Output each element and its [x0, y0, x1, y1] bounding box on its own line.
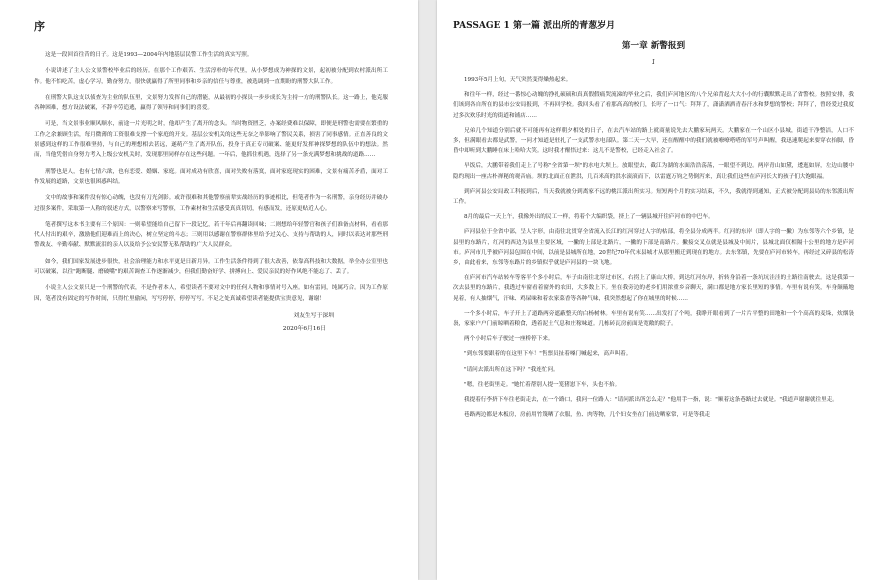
- paragraph: 我提着行李挤下车往老街走去，在一个路口，我问一位路人："请问派出所怎么走？"他用手一指，说："顺着这条巷路过去就是。"我道声谢谢就往里走。: [464, 397, 838, 404]
- paragraph: "嗯，往老街里走。"她忙着帮别人提一笼猪崽下车，头也不抬。: [464, 381, 621, 388]
- author-signature: 刘友生写于深圳: [293, 312, 334, 319]
- page-title: 序: [34, 20, 45, 33]
- paragraph: "到东邻要跟着的在这里下车！"售票员扯着嗓门喊起来，高声叫着。: [464, 351, 632, 358]
- paragraph: "请问去派出所在这下吗？"我连忙问。: [464, 366, 559, 373]
- left-page: [0, 0, 418, 580]
- paragraph: 8月的最后一天上午，我像外出的民工一样，将着个大编织袋，挤上了一辆县城开往庐河市的中巴车。: [464, 214, 714, 221]
- paragraph: 小说讲述了主人公文景警校毕业后的经历。在那个工作艰苦、生活淳朴的年代里，从小梦想成为神探的文景，起初被分配到农村派出所工作。他不怕吃苦，虚心学习，勤奋努力，很快就赢得了所里同事和乡亲的信任与尊重，被选调到一直期盼的刑警大队工作。: [34, 68, 388, 85]
- paragraph: 早饭后，大鹏带着我们走上了号称"全省第一坝"的水电大坝上。放眼望去，截江为湖的水面浩浩荡荡，一眼望不到边。两岸青山如黛，逶迤如屏，左边山腰中隐约现出一座古朴禅秘的观音庙。坝的北面正在泄洪，几百米高的洪水滚滚而下，以雷霆万钧之势倒泻来，真让我们这些在庐河长大的孩子们大饱眼福。: [453, 163, 854, 180]
- paragraph: 到庐河县公安局政工科报到后，当天我就被分到离家不远的桃江派出所实习。短短两个月的实习结束，不久，我就得到通知，正式被分配到县局的东邻派出所工作。: [453, 188, 854, 206]
- paragraph: 如今，我们国家发展进步很快，社会治理能力和水平更是日新月异。工作生活条件得到了很大改善，依靠高科技和大数据，举全办公室里也可以破案，以往"跑断腿、磨破嘴"的艰苦调查工作逐渐减少，但我们勤奋好学、拼搏向上、爱民亲民的好作风绝不能忘了、丢了。: [34, 258, 388, 276]
- paragraph: 刑警也是人，也有七情六欲，也有恋爱、婚姻、家庭。面对成功有欣喜，面对失败有落寞，面对家庭现实的困难，文景有痛苦矛盾，面对工作发展的道路，文景也很困惑纠结。: [34, 168, 388, 185]
- paragraph: 在刑警大队这支以侦查为主业的队伍里，文景努力发挥自己的潜能，从最初的小探员一步步成长为主持一方的刑警队长。这一路上，他克服各种困难，想方设法破案，不辞辛劳追逃，赢得了领导和同事们的喜爱。: [34, 94, 388, 112]
- paragraph: 小说主人公文景只是一个刑警的代表，不是作者本人，希望读者不要对文中的任何人物和事情对号入座。如有雷同，纯属巧合。因为工作原因，笔者没有固定的写作时间，只得忙里偷闲，写写停停，停停写写。不足之处真诚希望读者能提供宝贵意见，谢谢！: [34, 285, 388, 302]
- paragraph: 巷路两边都是木板房，房前用竹篾晒了衣服，鱼、肉等物，几个妇女坐在门前边晒家常，可是等我走: [464, 412, 711, 419]
- paragraph: 两个小时后车子驶过一座桥停下来。: [464, 336, 554, 343]
- paragraph: 一个多小时后，车子开上了道路两旁遮蔽整天的白杨树林。车里有说有笑……出发打了个吨，我睁开眼看到了一片片平整的田地和一个个高高的麦垛，炊烟袅袅，家家户户门前晾晒着粮食，透着泥土气息和庄稼味道。几栋砖瓦房前面是宽敞的院子。: [453, 310, 854, 328]
- paragraph: 这是一段回首往昔的日子。这是1993—2004年内地基层民警工作生活的真实写照。: [45, 52, 253, 58]
- paragraph: 笔者撰写这本书主要有三个原因：一则希望能给自己留下一段记忆，若干年后再翻读回味；二则想给年轻警官和孩子们准备点材料，看看那代人付出的艰辛，激励他们迎难而上的决心，树立坚定的斗志；三则用以感谢在警察群体里给予过关心、支持与帮助的人，同时以表达对那些刑警战友、辛勤奉献、默默流泪的亲人以及给予公安民警无私帮助的广大人民群众。: [34, 221, 388, 249]
- right-page: [437, 0, 870, 580]
- paragraph: 文中的故事和案件没有惊心动魄，也没有刀光剑影。或许很难和其他警察前辈实战经历的事迹相比，但笔者作为一名刑警，亲身经历并破办过很多案件，采取第一人称的叙述方式，以警察来写警察，工作素材和生活感受真真切切，有感而发，还原更贴近人心。: [34, 195, 388, 212]
- paragraph: 在庐河市汽车站转车等客半个多小时后，车子由南往北穿过市区，右拐上了康山大桥，到达红河东岸，折转身沿着一条坑坑洼洼的土路往南驶去。这是我第一次去县里的东路片，我透过车窗看着窗外的农田，大多数上下。坐在我旁边的老乡们用浓重乡音聊天，满口都是地方家长里短的事情。车里有说有笑，车身颠簸地晃着，有人抽烟气，汗味、鸡屎味和着农家菜香等各种气味，我突然想起了你在城里的时候……: [453, 275, 854, 302]
- passage-title: PASSAGE 1 第一篇 派出所的青葱岁月: [453, 21, 616, 31]
- signature-date: 2020年6月16日: [282, 325, 326, 332]
- paragraph: 1993年5月上旬，天气突然变得燥热起来。: [464, 77, 572, 83]
- paragraph: 庐河县位于全省中部，呈人字形，由南往北贯穿全省流入长江的红河穿过人字的枯部，将全县分成两半。红河的东岸（即人字的一撇）为东邻等六个乡镇，是县里的东路片，红河的西边为县里主要区域，一撇的上部是北路片，一撇的下部是南路片。撇接交叉点就是县城及中间片，县城北面仅相隔十公里的地方是庐河市。庐河市几乎被庐河县包围在中间，以前是县城所在地，20世纪70年代末县城才从那里搬迁到现在的地方。去东邻镇，先要在庐河市转车，再经过又碎县的松涛乡，由此看来，东邻等东路片的乡镇似乎就是庐河县的一块飞地。: [453, 229, 854, 267]
- chapter-title: 第一章 新警报到: [621, 41, 686, 51]
- paragraph: 可是，当文景事业顺风顺水，前途一片光明之时，他却产生了离开的念头。当时物资匮乏，办案经费难以保障，即便是刑警也需要在繁重的工作之余兼顾生活，每月微薄的工资很难支撑一个家庭的开支。基层公安机关的这些无奈之举影响了警民关系，损害了同事感情。正直善良的文景感到这样的工作很难坚持，与自己的理想相去甚远，遂萌产生了离开队伍，投身于真正专司破案、能更好发挥神探梦想的队伍中的想法。然而，当他凭借自身努力考入上级公安机关时，发现那里同样存在这些问题。一年后，他抓住机遇，选择了另一条充满梦想和挑战的道路……: [34, 121, 388, 159]
- section-number: 1: [651, 59, 656, 66]
- paragraph: 和往年一样，经过一番惊心动魄的挣扎硕硕和真真假假痛哭流涕的毕业之后，我们庐河地区的八个兄弟背起大大小小的行囊默默走出了省警校。按照安排，我们该到各自所在的县市公安局报到，不再回学校。我回头看了看那高高的校门，长吁了一口气：拜拜了，潇潇洒洒青春汗水和梦想的警校；拜拜了，曾经爱过我度过多次欢乐时光的街道和铺店……: [453, 92, 854, 119]
- paragraph: 兄弟几个知道分别后就不可能再有这样朝夕相处的日子，在去汽车站的路上就商量说先去大鹏家玩两天。大鹏家在一个山区小县城，街道干净整洁，人口不多，但满眼看去都是武警，一问才知道是驻扎了一支武警水电部队。第二天一大早，还在醒醒中的我们就被嘹嘹嗒嗒的军号声叫醒，我迅速爬起来要穿衣抬脚，昏昏中却听到大鹏睡在床上哈哈大笑。这时我才醒悟过来：这儿不是警校，已经走入社会了。: [453, 127, 854, 155]
